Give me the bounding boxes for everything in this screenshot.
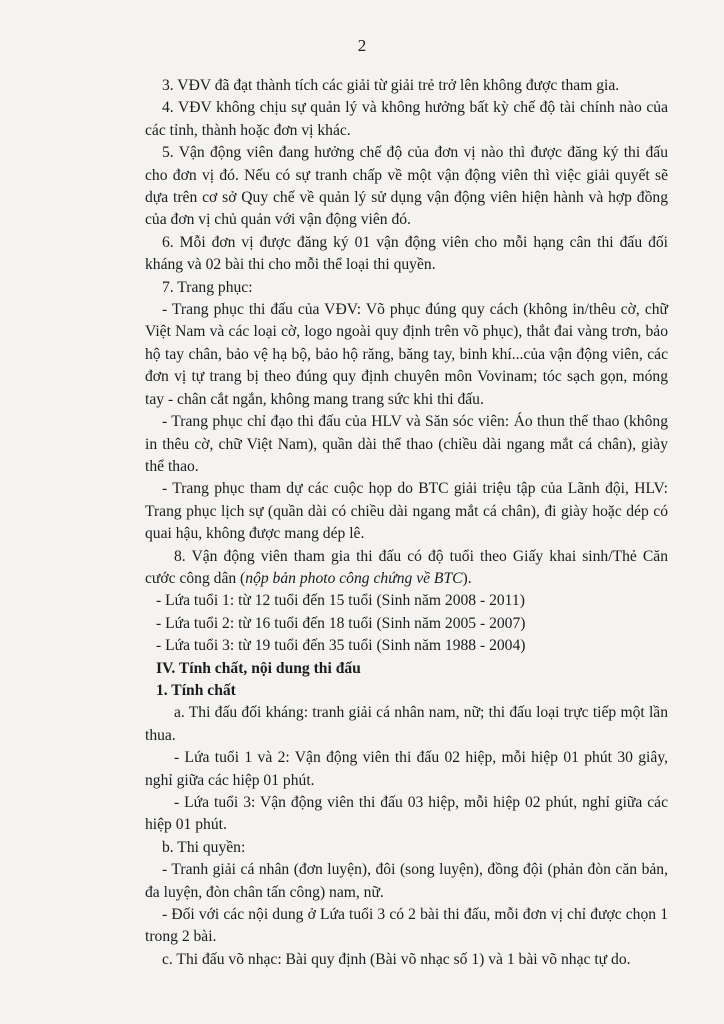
paragraph-6: 6. Mỗi đơn vị được đăng ký 01 vận động viên cho mỗi hạng cân thi đấu đối kháng và 02 bài thi cho mỗi thể loại thi quyền. [145,233,668,274]
paragraph-5: 5. Vận động viên đang hưởng chế độ của đơn vị nào thì được đăng ký thi đấu cho đơn vị đó. Nếu có sự tranh chấp về một vận động viên thì việc giải quyết sẽ dựa trên cơ sở Quy chế về quản lý sử dụng vận động viên hiện hành và hợp đồng của đơn vị chủ quản với vận động viên đó. [145,144,668,229]
paragraph-b-age-3: - Đối với các nội dung ở Lứa tuổi 3 có 2 bài thi đấu, mỗi đơn vị chỉ được chọn 1 trong 2 bài. [145,906,668,946]
paragraph-7-competition-attire: - Trang phục thi đấu của VĐV: Võ phục đúng quy cách (không in/thêu cờ, chữ Việt Nam và các loại cờ, logo ngoài quy định trên võ phục), thắt đai vàng trơn, bảo hộ tay chân, bảo vệ hạ bộ, bảo hộ răng, băng tay, binh khí...của vận động viên, các đơn vị tự trang bị theo đúng quy định chuyên môn Vovinam; tóc sạch gọn, móng tay - chân cắt ngắn, không mang trang sức khi thi đấu. [145,301,668,408]
age-group-1: - Lứa tuổi 1: từ 12 tuổi đến 15 tuổi (Sinh năm 2008 - 2011) [156,592,525,610]
section-heading-iv: IV. Tính chất, nội dung thi đấu [156,659,361,677]
paragraph-4: 4. VĐV không chịu sự quản lý và không hưởng bất kỳ chế độ tài chính nào của các tỉnh, thành hoặc đơn vị khác. [145,99,668,139]
paragraph-8-italic-note: nộp bản photo công chứng về BTC [245,569,463,587]
paragraph-a-age-1-2: - Lứa tuổi 1 và 2: Vận động viên thi đấu 02 hiệp, mỗi hiệp 01 phút 30 giây, nghỉ giữa các hiệp 01 phút. [145,749,668,789]
paragraph-3: 3. VĐV đã đạt thành tích các giải từ giải trẻ trở lên không được tham gia. [162,77,620,94]
paragraph-8-text: 8. Vận động viên tham gia thi đấu có độ tuổi theo Giấy khai sinh/Thẻ Căn cước công dân ( [145,547,668,587]
paragraph-b: b. Thi quyền: [162,838,246,856]
paragraph-a-age-3: - Lứa tuổi 3: Vận động viên thi đấu 03 hiệp, mỗi hiệp 02 phút, nghỉ giữa các hiệp 01 phút. [145,794,668,834]
paragraph-8-end: ). [462,569,472,587]
age-group-3: - Lứa tuổi 3: từ 19 tuổi đến 35 tuổi (Sinh năm 1988 - 2004) [156,637,526,655]
page-number: 2 [357,36,367,55]
paragraph-7: 7. Trang phục: [162,278,253,296]
paragraph-a: a. Thi đấu đối kháng: tranh giải cá nhân nam, nữ; thi đấu loại trực tiếp một lần thua. [145,704,668,744]
paragraph-7-coach-attire: - Trang phục chỉ đạo thi đấu của HLV và Săn sóc viên: Áo thun thể thao (không in thêu cờ, chữ Việt Nam), quần dài thể thao (chiều dài ngang mắt cá chân), giày thể thao. [145,413,668,475]
age-group-2: - Lứa tuổi 2: từ 16 tuổi đến 18 tuổi (Sinh năm 2005 - 2007) [156,614,526,632]
paragraph-7-meeting-attire: - Trang phục tham dự các cuộc họp do BTC giải triệu tập của Lãnh đội, HLV: Trang phục lịch sự (quần dài có chiều dài ngang mắt cá chân), đi giày hoặc dép có quai hậu, không được mang dép lê. [145,480,668,543]
paragraph-b-individual: - Tranh giải cá nhân (đơn luyện), đôi (song luyện), đồng đội (phản đòn căn bản, đa luyện, đòn chân tấn công) nam, nữ. [145,861,668,901]
paragraph-c: c. Thi đấu võ nhạc: Bài quy định (Bài võ nhạc số 1) và 1 bài võ nhạc tự do. [162,950,631,968]
paragraph-8 [145,546,668,591]
document-body [145,75,668,971]
subsection-heading-1: 1. Tính chất [156,681,236,699]
